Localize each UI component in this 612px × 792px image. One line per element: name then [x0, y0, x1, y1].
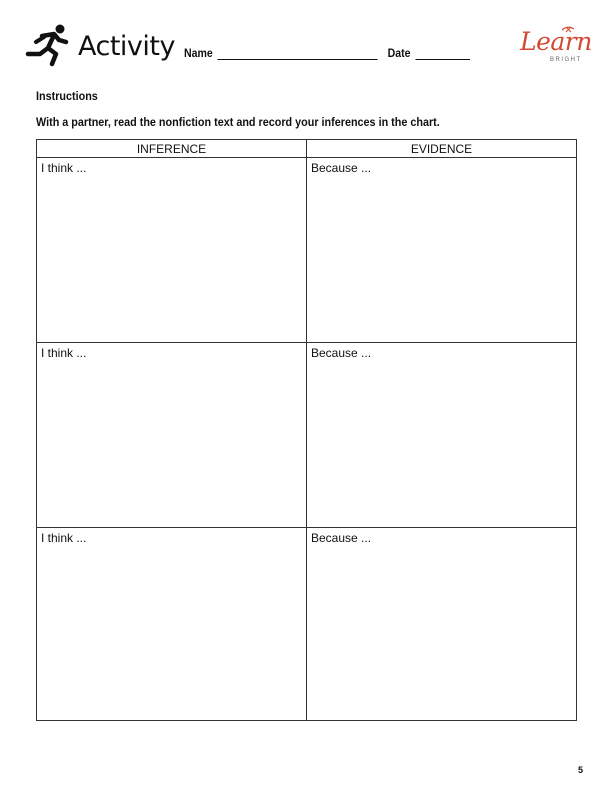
- inference-prompt: I think ...: [41, 346, 87, 360]
- evidence-cell[interactable]: [307, 343, 577, 528]
- name-field[interactable]: [217, 47, 377, 60]
- inference-chart: [36, 139, 577, 721]
- inference-prompt: I think ...: [41, 531, 87, 545]
- inference-cell[interactable]: [37, 528, 307, 721]
- learn-bright-logo: [516, 28, 592, 66]
- name-date-fields: [184, 46, 470, 60]
- table-row: [37, 343, 577, 528]
- evidence-cell[interactable]: [307, 158, 577, 343]
- table-row: [37, 528, 577, 721]
- logo-word: Learn: [520, 27, 592, 56]
- evidence-cell[interactable]: [307, 528, 577, 721]
- page-title: Activity: [78, 31, 175, 62]
- logo-subtitle: BRIGHT: [550, 57, 582, 63]
- date-label: Date: [387, 46, 411, 60]
- instructions-text: With a partner, read the nonfiction text and record your inferences in the chart.: [36, 115, 440, 129]
- inference-prompt: I think ...: [41, 161, 87, 175]
- evidence-prompt: Because ...: [311, 161, 372, 175]
- chart-header-row: [37, 140, 577, 158]
- inference-cell[interactable]: [37, 158, 307, 343]
- instructions-heading: Instructions: [36, 89, 98, 103]
- inference-cell[interactable]: [37, 343, 307, 528]
- evidence-prompt: Because ...: [311, 531, 372, 545]
- page-header: [0, 0, 612, 80]
- inference-column-header: INFERENCE: [37, 140, 307, 158]
- evidence-prompt: Because ...: [311, 346, 372, 360]
- date-field[interactable]: [415, 47, 470, 60]
- page-number: 5: [578, 765, 584, 775]
- runner-icon: [22, 24, 72, 68]
- evidence-column-header: EVIDENCE: [307, 140, 577, 158]
- name-label: Name: [184, 46, 213, 60]
- table-row: [37, 158, 577, 343]
